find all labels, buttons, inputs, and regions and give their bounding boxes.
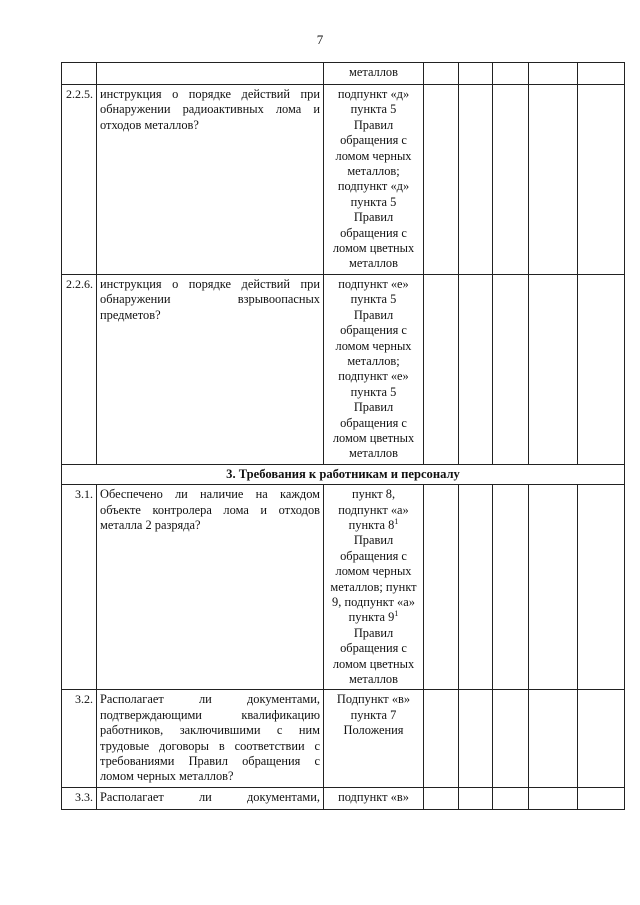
row-number: 3.1. <box>62 485 97 690</box>
notes-cell <box>578 485 625 690</box>
question-cell: Располагает ли документами, подтверждающими квалификацию работников, заключившими с ним трудовые договоры в соответствии с требованиями Правил обращения с ломом черных металлов? <box>97 690 324 787</box>
answer-cell-extra <box>529 787 578 809</box>
table-row <box>62 63 625 85</box>
answer-cell-no <box>459 690 493 787</box>
question-cell: Располагает ли документами, <box>97 787 324 809</box>
row-number: 3.3. <box>62 787 97 809</box>
reference-cell: пункт 8, подпункт «а» пункта $8^1$ Правил обращения с ломом черных металлов; пункт 9, подпункт «а» пункта $9^1$ Правил обращения с ломом цветных металлов <box>324 485 424 690</box>
row-number: 2.2.6. <box>62 274 97 464</box>
answer-cell-na <box>493 85 529 275</box>
notes-cell <box>578 85 625 275</box>
reference-cell: подпункт «д» пункта 5 Правил обращения с ломом черных металлов; подпункт «д» пункта 5 Правил обращения с ломом цветных металлов <box>324 85 424 275</box>
answer-cell-no <box>459 787 493 809</box>
footnote-marker: 1 <box>394 609 399 619</box>
table-row <box>62 485 625 690</box>
answer-cell-yes <box>424 485 459 690</box>
reference-cell: подпункт «е» пункта 5 Правил обращения с ломом черных металлов; подпункт «е» пункта 5 Правил обращения с ломом цветных металлов <box>324 274 424 464</box>
notes-cell <box>578 690 625 787</box>
notes-cell <box>578 274 625 464</box>
row-number: 2.2.5. <box>62 85 97 275</box>
section-row <box>62 464 625 484</box>
notes-cell <box>578 787 625 809</box>
answer-cell-yes <box>424 63 459 85</box>
answer-cell-na <box>493 274 529 464</box>
answer-cell-extra <box>529 485 578 690</box>
question-cell: Обеспечено ли наличие на каждом объекте контролера лома и отходов металла 2 разряда? <box>97 485 324 690</box>
answer-cell-yes <box>424 85 459 275</box>
answer-cell-na <box>493 485 529 690</box>
checklist-table <box>61 62 625 810</box>
answer-cell-yes <box>424 787 459 809</box>
table-row <box>62 274 625 464</box>
reference-cell: Подпункт «в» пункта 7 Положения <box>324 690 424 787</box>
answer-cell-yes <box>424 274 459 464</box>
question-cell: инструкция о порядке действий при обнаружении радиоактивных лома и отходов металлов? <box>97 85 324 275</box>
reference-cell: металлов <box>324 63 424 85</box>
answer-cell-yes <box>424 690 459 787</box>
row-number: 3.2. <box>62 690 97 787</box>
reference-cell: подпункт «в» <box>324 787 424 809</box>
answer-cell-no <box>459 274 493 464</box>
footnote-marker: 1 <box>394 516 399 526</box>
answer-cell-extra <box>529 85 578 275</box>
answer-cell-extra <box>529 274 578 464</box>
answer-cell-extra <box>529 690 578 787</box>
answer-cell-extra <box>529 63 578 85</box>
answer-cell-no <box>459 485 493 690</box>
notes-cell <box>578 63 625 85</box>
table-row <box>62 690 625 787</box>
answer-cell-na <box>493 787 529 809</box>
section-heading: 3. Требования к работникам и персоналу <box>62 464 625 484</box>
table-row <box>62 85 625 275</box>
question-cell: инструкция о порядке действий при обнаружении взрывоопасных предметов? <box>97 274 324 464</box>
page-number: 7 <box>316 32 324 47</box>
answer-cell-na <box>493 63 529 85</box>
answer-cell-na <box>493 690 529 787</box>
row-number <box>62 63 97 85</box>
answer-cell-no <box>459 85 493 275</box>
question-cell <box>97 63 324 85</box>
answer-cell-no <box>459 63 493 85</box>
table-row <box>62 787 625 809</box>
